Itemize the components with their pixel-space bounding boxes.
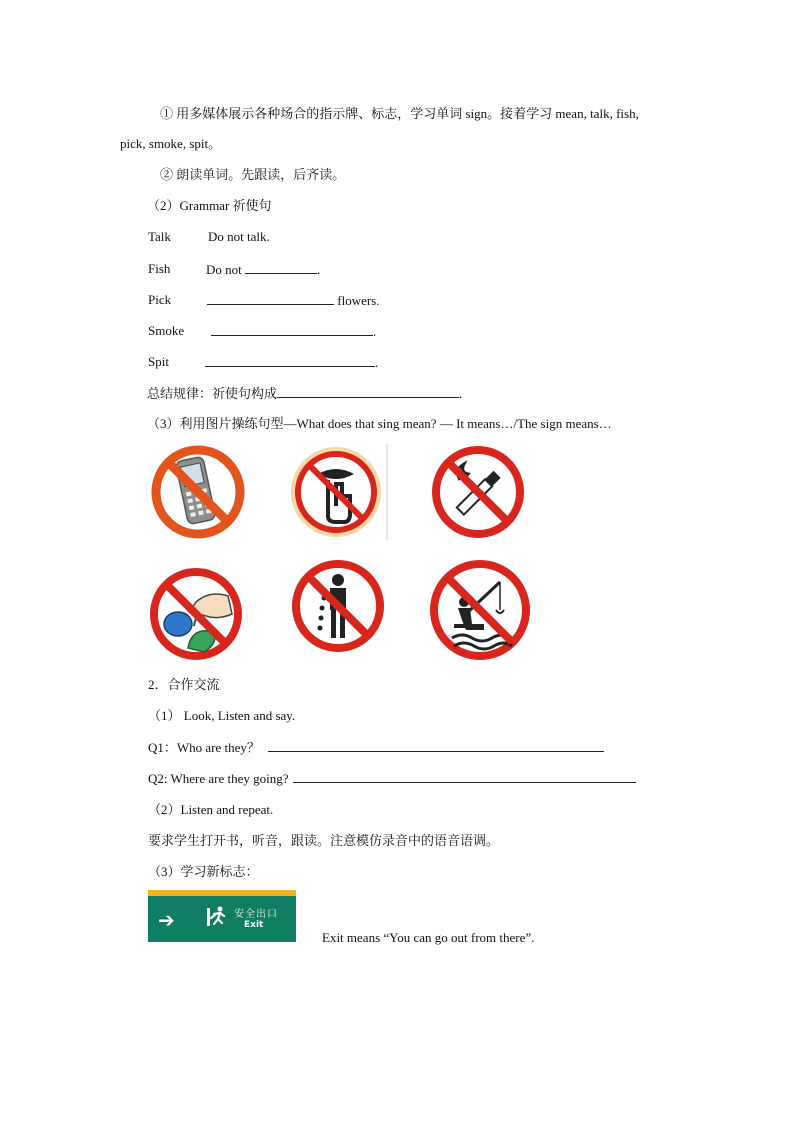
fish-blank[interactable] (245, 261, 317, 274)
exit-caption: Exit means “You can go out from there”. (322, 930, 535, 945)
grammar-word-spit: Spit (148, 354, 169, 369)
fish-prefix: Do not (206, 262, 245, 277)
intro-line-3: ② 朗读单词。先跟读，后齐读。 (160, 167, 346, 182)
question-2-blank[interactable] (293, 770, 636, 783)
grammar-summary (147, 385, 462, 402)
cooperation-sub-2: （2）Listen and repeat. (148, 802, 274, 817)
no-smoking-icon (430, 444, 526, 540)
spit-suffix: . (375, 355, 379, 370)
smoke-suffix: . (373, 324, 377, 339)
question-2 (148, 770, 636, 787)
cooperation-sub-3: （3）学习新标志： (148, 864, 259, 879)
summary-label: 总结规律：祈使句构成 (147, 386, 278, 401)
grammar-word-talk: Talk (148, 229, 171, 244)
summary-blank[interactable] (277, 385, 459, 398)
smoke-blank[interactable] (211, 323, 373, 336)
arrow-right-icon: ➔ (158, 908, 175, 932)
grammar-example-talk: Do not talk. (208, 229, 270, 244)
exit-sign-chinese: 安全出口 (234, 909, 278, 920)
grammar-word-smoke: Smoke (148, 323, 185, 338)
intro-line-1: ① 用多媒体展示各种场合的指示牌、标志，学习单词 sign。接着学习 mean, talk, fish, (160, 106, 639, 121)
intro-line-2: pick, smoke, spit。 (120, 136, 222, 151)
running-man-icon (206, 906, 228, 928)
signs-heading: （3）利用图片操练句型—What does that sing mean? — It means…/The sign means… (147, 416, 612, 431)
summary-suffix: . (459, 386, 463, 401)
question-2-label: Q2: Where are they going? (148, 771, 289, 786)
no-picking-flowers-icon (148, 566, 244, 662)
no-spitting-icon (288, 558, 388, 654)
grammar-example-smoke (211, 323, 376, 340)
pick-blank[interactable] (207, 292, 334, 305)
no-fishing-icon (428, 558, 532, 662)
grammar-heading: （2）Grammar 祈使句 (147, 198, 272, 213)
question-1 (148, 739, 604, 756)
question-1-label: Q1：Who are they？ (148, 740, 260, 755)
spit-blank[interactable] (205, 354, 375, 367)
grammar-example-fish (206, 261, 320, 278)
exit-sign-english: Exit (244, 920, 264, 930)
grammar-example-pick (207, 292, 380, 309)
cooperation-heading: 2．合作交流 (148, 677, 220, 692)
exit-sign (148, 890, 296, 942)
grammar-word-fish: Fish (148, 261, 171, 276)
grammar-word-pick: Pick (148, 292, 172, 307)
cooperation-instruction: 要求学生打开书，听音，跟读。注意模仿录音中的语音语调。 (148, 833, 500, 848)
fish-suffix: . (317, 262, 321, 277)
cooperation-sub-1: （1） Look, Listen and say. (148, 708, 296, 723)
pick-suffix: flowers. (334, 293, 380, 308)
question-1-blank[interactable] (268, 739, 604, 752)
grammar-example-spit (205, 354, 378, 371)
no-phone-icon (148, 444, 248, 540)
no-talking-icon (288, 444, 388, 540)
